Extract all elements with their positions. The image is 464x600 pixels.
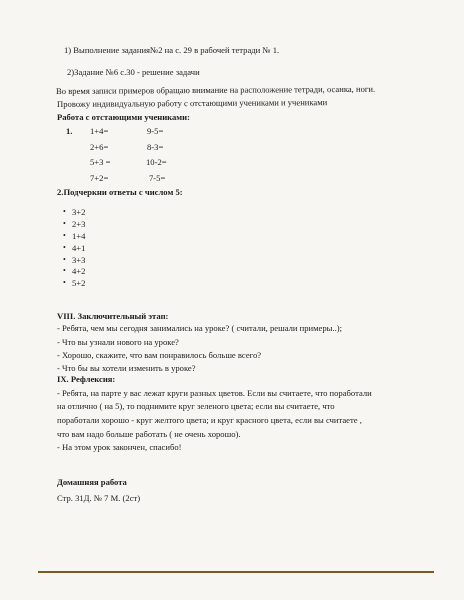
list-item: • 4+2 (72, 266, 85, 276)
example: 10-2= (146, 157, 167, 167)
list-item: • 1+4 (72, 231, 85, 241)
weak-students-heading: Работа с отстающими учениками: (57, 112, 190, 122)
list-item: • 5+2 (72, 278, 85, 288)
homework-heading: Домашняя работа (57, 477, 127, 487)
reflection-line: - Ребята, на парте у вас лежат круги разных цветов. Если вы считаете, что поработали (57, 388, 372, 398)
example: 7+2= (90, 173, 109, 183)
task-line-1: 1) Выполнение задания№2 на с. 29 в рабочей тетради № 1. (64, 45, 280, 55)
reflection-line: - На этом урок закончен, спасибо! (57, 442, 182, 452)
final-stage-line: - Ребята, чем мы сегодня занимались на уроке? ( считали, решали примеры..); (57, 323, 342, 333)
list-item: • 3+2 (72, 207, 85, 217)
example: 5+3 = (90, 157, 111, 167)
posture-note: Во время записи примеров обращаю внимание на расположение тетради, осанка, ноги. (56, 83, 376, 96)
reflection-heading: IX. Рефлексия: (57, 374, 116, 384)
final-stage-line: - Что вы узнали нового на уроке? (57, 337, 179, 347)
reflection-line: на отлично ( на 5), то поднимите круг зеленого цвета; если вы считаете, что (57, 401, 335, 411)
task1-number: 1. (66, 126, 73, 136)
individual-work-note: Провожу индивидуальную работу с отстающими учениками и учениками (57, 97, 328, 109)
example: 1+4= (90, 126, 109, 136)
reflection-line: что вам надо больше работать ( не очень хорошо). (57, 429, 241, 439)
final-stage-line: - Что бы вы хотели изменить в уроке? (57, 363, 196, 373)
final-stage-heading: VIII. Заключительный этап: (57, 311, 169, 321)
reflection-line: поработали хорошо - круг желтого цвета; и круг красного цвета, если вы считаете , (57, 415, 362, 425)
bottom-rule (38, 571, 434, 573)
final-stage-line: - Хорошо, скажите, что вам понравилось больше всего? (57, 350, 262, 360)
example: 8-3= (147, 142, 164, 152)
homework-text: Стр. 31Д. № 7 М. (2ст) (57, 493, 141, 503)
list-item: • 4+1 (72, 243, 85, 253)
task2-heading: 2.Подчеркни ответы с числом 5: (57, 187, 183, 197)
list-item: • 3+3 (72, 255, 85, 265)
example: 2+6= (90, 142, 109, 152)
list-item: • 2+3 (72, 219, 85, 229)
example: 7-5= (149, 173, 166, 183)
example: 9-5= (147, 126, 164, 136)
task-line-2: 2)Задание №6 с.30 - решение задачи (67, 67, 200, 77)
